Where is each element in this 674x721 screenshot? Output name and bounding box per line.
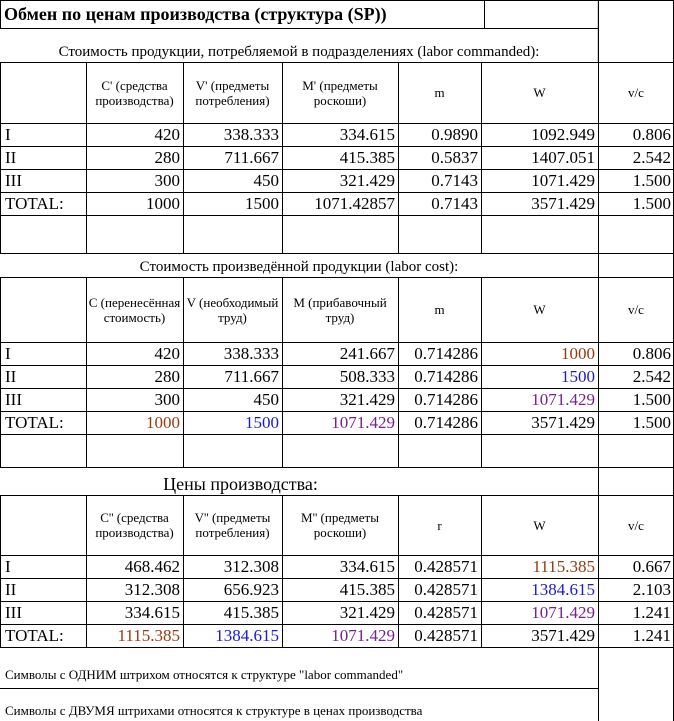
row-label: TOTAL: xyxy=(5,194,64,213)
grid-line xyxy=(183,62,184,253)
grid-line xyxy=(183,495,184,647)
column-header: W xyxy=(533,85,546,100)
column-header: V (необходимый труд) xyxy=(186,294,279,325)
grid-line xyxy=(0,495,598,496)
table-cell: 300 xyxy=(154,171,180,190)
grid-line xyxy=(598,215,674,216)
table-cell: 1071.429 xyxy=(531,603,595,622)
grid-line xyxy=(598,62,599,215)
row-label: I xyxy=(5,344,11,363)
table-cell: 0.7143 xyxy=(431,171,478,190)
grid-line xyxy=(0,169,598,170)
grid-line xyxy=(0,495,1,647)
table-cell: 1071.429 xyxy=(531,390,595,409)
table-cell: 415.385 xyxy=(223,603,279,622)
column-header: V' (предметы потребления) xyxy=(195,77,270,108)
table-cell: 0.428571 xyxy=(414,603,478,622)
table-cell: 338.333 xyxy=(223,125,279,144)
table-cell: 2.542 xyxy=(632,367,671,386)
grid-line xyxy=(282,495,283,647)
grid-line xyxy=(0,277,1,467)
grid-line xyxy=(0,434,598,435)
table-cell: 1092.949 xyxy=(531,125,595,144)
column-header: m xyxy=(434,85,445,100)
table-cell: 0.428571 xyxy=(414,626,478,645)
column-header: v/c xyxy=(628,517,644,533)
grid-line xyxy=(598,253,674,254)
table-cell: 415.385 xyxy=(339,580,395,599)
grid-line xyxy=(598,146,674,147)
table-cell: 0.7143 xyxy=(431,194,478,213)
grid-line xyxy=(398,277,399,467)
column-header: M'' (предметы роскоши) xyxy=(301,510,379,540)
table-cell: 1115.385 xyxy=(117,626,180,645)
grid-line xyxy=(398,62,399,253)
grid-line xyxy=(0,601,598,602)
table-cell: 312.308 xyxy=(124,580,180,599)
table-cell: 415.385 xyxy=(339,148,395,167)
table-cell: 3571.429 xyxy=(531,626,595,645)
table-cell: 3571.429 xyxy=(531,194,595,213)
table-cell: 1115.385 xyxy=(532,557,595,576)
footnote: Символы с ДВУМЯ штрихами относятся к структуре в ценах производства xyxy=(5,703,423,718)
row-label: TOTAL: xyxy=(5,626,64,645)
row-label: III xyxy=(5,171,22,190)
table-cell: 1500 xyxy=(245,194,279,213)
column-header: W xyxy=(533,302,546,317)
table-cell: 280 xyxy=(154,148,180,167)
grid-line xyxy=(0,555,598,556)
table-cell: 1384.615 xyxy=(531,580,595,599)
column-header: M (прибавочный труд) xyxy=(293,294,387,325)
table-cell: 312.308 xyxy=(223,557,279,576)
table-cell: 321.429 xyxy=(339,390,395,409)
grid-line xyxy=(0,365,598,366)
column-header: W xyxy=(533,517,546,533)
table-cell: 656.923 xyxy=(223,580,279,599)
table-cell: 0.714286 xyxy=(414,344,478,363)
grid-line xyxy=(183,277,184,467)
grid-line xyxy=(598,365,674,366)
table-cell: 1071.429 xyxy=(331,413,395,432)
table-cell: 0.428571 xyxy=(414,580,478,599)
grid-line xyxy=(598,62,674,63)
grid-line xyxy=(0,62,1,253)
table-cell: 1500 xyxy=(561,367,595,386)
column-header: M' (предметы роскоши) xyxy=(302,77,378,108)
column-header: r xyxy=(437,517,442,533)
grid-line xyxy=(86,62,87,253)
column-header: v/c xyxy=(628,85,644,100)
table-cell: 280 xyxy=(154,367,180,386)
table-cell: 334.615 xyxy=(339,557,395,576)
table-cell: 1500 xyxy=(245,413,279,432)
table-cell: 334.615 xyxy=(124,603,180,622)
table-cell: 450 xyxy=(253,171,279,190)
grid-line xyxy=(282,277,283,467)
table-cell: 468.462 xyxy=(124,557,180,576)
grid-line xyxy=(0,215,598,216)
table-cell: 1.500 xyxy=(632,390,671,409)
table-cell: 1384.615 xyxy=(215,626,279,645)
table-cell: 0.714286 xyxy=(414,390,478,409)
column-header: V'' (предметы потребления) xyxy=(194,510,271,540)
table-cell: 420 xyxy=(154,344,180,363)
grid-line xyxy=(481,277,482,467)
table-cell: 0.5837 xyxy=(431,148,478,167)
table-cell: 420 xyxy=(154,125,180,144)
table-cell: 338.333 xyxy=(223,344,279,363)
grid-line xyxy=(86,277,87,467)
row-label: I xyxy=(5,125,11,144)
table-cell: 1.241 xyxy=(632,626,671,645)
grid-line xyxy=(398,495,399,647)
grid-line xyxy=(598,277,674,278)
grid-line xyxy=(0,192,598,193)
grid-line xyxy=(481,62,482,253)
grid-line xyxy=(598,495,674,496)
table-cell: 1407.051 xyxy=(531,148,595,167)
column-header: C'' (средства производства) xyxy=(95,510,174,540)
table-cell: 241.667 xyxy=(339,344,395,363)
column-header: C (перенесённая стоимость) xyxy=(88,294,181,325)
table-cell: 1071.429 xyxy=(331,626,395,645)
table-cell: 1000 xyxy=(146,194,180,213)
row-label: II xyxy=(5,367,17,386)
table-cell: 711.667 xyxy=(224,367,279,386)
grid-line xyxy=(598,192,674,193)
grid-line xyxy=(0,688,598,689)
grid-line xyxy=(598,434,674,435)
section-heading: Цены производства: xyxy=(163,474,318,494)
table-cell: 0.714286 xyxy=(414,413,478,432)
table-cell: 1071.42857 xyxy=(314,194,395,213)
table-cell: 1071.429 xyxy=(531,171,595,190)
table-cell: 2.103 xyxy=(632,580,671,599)
table-cell: 1.500 xyxy=(632,413,671,432)
row-label: II xyxy=(5,580,17,599)
table-cell: 2.542 xyxy=(632,148,671,167)
grid-line xyxy=(0,578,598,579)
grid-line xyxy=(282,62,283,253)
table-cell: 711.667 xyxy=(224,148,279,167)
grid-line xyxy=(598,601,674,602)
column-header: m xyxy=(434,302,445,317)
grid-line xyxy=(0,123,598,124)
column-header: v/c xyxy=(628,302,644,317)
grid-line xyxy=(598,169,674,170)
sheet-title: Обмен по ценам производства (структура (SP)) xyxy=(4,4,387,24)
table-cell: 1000 xyxy=(146,413,180,432)
grid-line xyxy=(0,388,598,389)
grid-line xyxy=(0,277,598,278)
table-cell: 3571.429 xyxy=(531,413,595,432)
table-cell: 0.806 xyxy=(632,125,671,144)
column-header: C' (средства производства) xyxy=(95,77,174,108)
grid-line xyxy=(598,578,674,579)
grid-line xyxy=(0,0,1,28)
grid-line xyxy=(0,146,598,147)
grid-line xyxy=(0,28,598,29)
table-cell: 0.806 xyxy=(632,344,671,363)
grid-line xyxy=(0,411,598,412)
grid-line xyxy=(0,0,674,1)
table-cell: 321.429 xyxy=(339,603,395,622)
grid-line xyxy=(598,388,674,389)
table-cell: 508.333 xyxy=(339,367,395,386)
row-label: II xyxy=(5,148,17,167)
grid-line xyxy=(598,411,674,412)
row-label: III xyxy=(5,390,22,409)
table-cell: 334.615 xyxy=(339,125,395,144)
table-cell: 1.241 xyxy=(632,603,671,622)
section-heading: Стоимость произведённой продукции (labor cost): xyxy=(139,259,459,275)
grid-line xyxy=(598,555,674,556)
grid-line xyxy=(0,342,598,343)
table-cell: 1000 xyxy=(561,344,595,363)
row-label: I xyxy=(5,557,11,576)
row-label: TOTAL: xyxy=(5,413,64,432)
table-cell: 1.500 xyxy=(632,194,671,213)
grid-line xyxy=(598,647,674,648)
section-heading: Стоимость продукции, потребляемой в подразделениях (labor commanded): xyxy=(58,44,540,60)
grid-line xyxy=(481,495,482,647)
grid-line xyxy=(598,467,674,468)
footnote: Символы с ОДНИМ штрихом относятся к структуре "labor commanded" xyxy=(5,666,404,682)
table-cell: 321.429 xyxy=(339,171,395,190)
grid-line xyxy=(598,624,674,625)
grid-line xyxy=(484,0,485,28)
grid-line xyxy=(0,647,598,648)
grid-line xyxy=(0,624,598,625)
table-cell: 0.428571 xyxy=(414,557,478,576)
row-label: III xyxy=(5,603,22,622)
table-cell: 0.667 xyxy=(632,557,671,576)
table-cell: 0.9890 xyxy=(431,125,478,144)
table-cell: 450 xyxy=(253,390,279,409)
grid-line xyxy=(598,123,674,124)
table-cell: 0.714286 xyxy=(414,367,478,386)
grid-line xyxy=(598,342,674,343)
table-cell: 1.500 xyxy=(632,171,671,190)
grid-line xyxy=(86,495,87,647)
grid-line xyxy=(0,62,598,63)
table-cell: 300 xyxy=(154,390,180,409)
